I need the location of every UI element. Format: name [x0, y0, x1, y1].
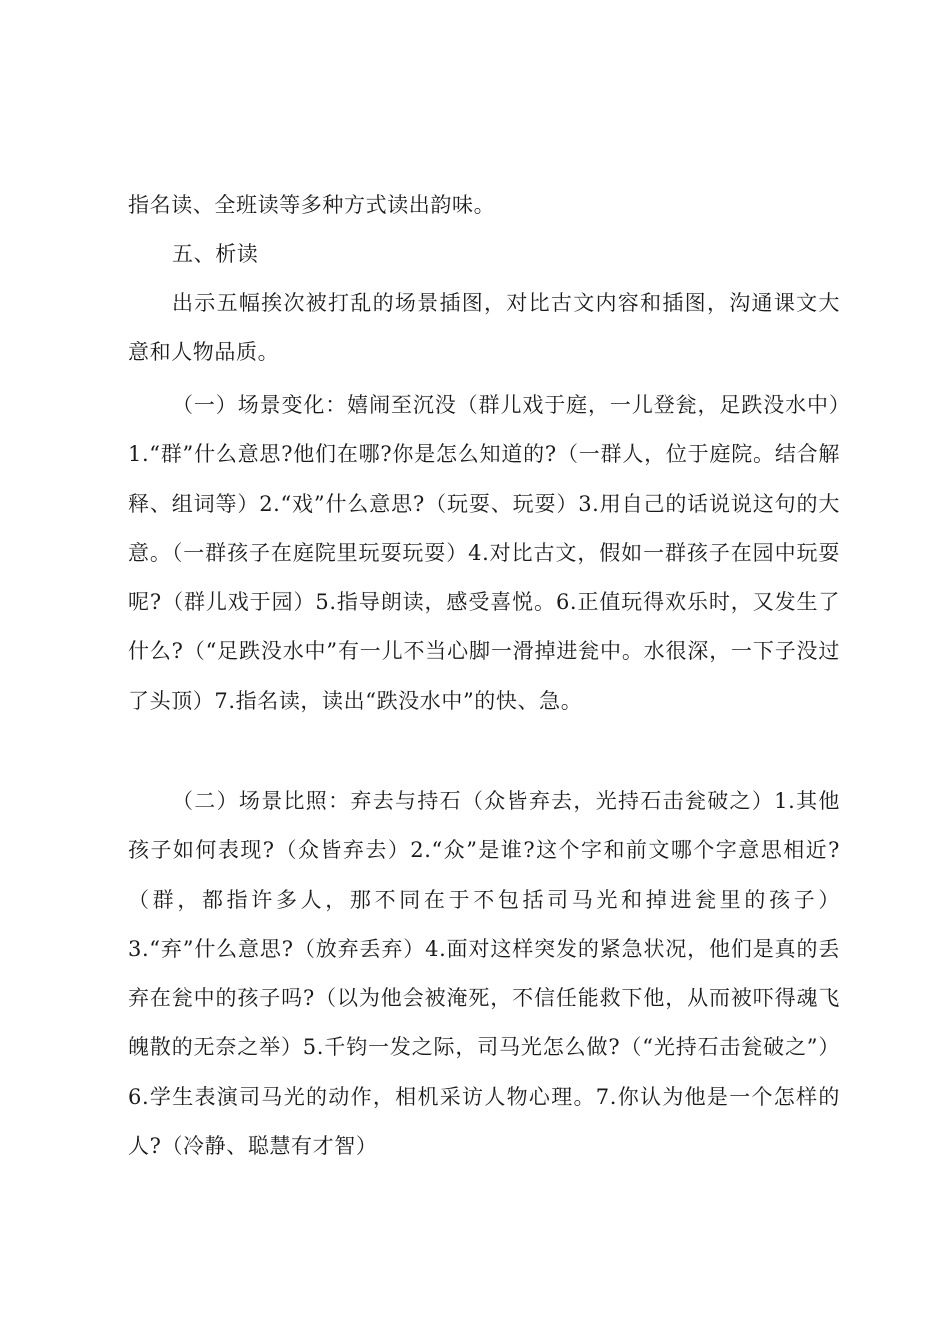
- paragraph-illustrations: 出示五幅挨次被打乱的场景插图，对比古文内容和插图，沟通课文大意和人物品质。: [128, 291, 840, 365]
- section-heading-analysis: 五、析读: [172, 242, 259, 266]
- paragraph-reading-methods: 指名读、全班读等多种方式读出韵味。: [128, 193, 496, 217]
- paragraph-scene-comparison: （二）场景比照：弃去与持石（众皆弃去，光持石击瓮破之）1.其他孩子如何表现?（众皆弃去）2.“众”是谁?这个字和前文哪个字意思相近?（群，都指许多人，那不同在于不包括司马光和掉进瓮里的孩子）3.“弃”什么意思?（放弃丢弃）4.面对这样突发的紧急状况，他们是真的丢弃在瓮中的孩子吗?（以为他会被淹死，不信任能救下他，从而被吓得魂飞魄散的无奈之举）5.千钧一发之际，司马光怎么做?（“光持石击瓮破之”）6.学生表演司马光的动作，相机采访人物心理。7.你认为他是一个怎样的人?（冷静、聪慧有才智）: [128, 789, 840, 1159]
- paragraph-scene-change: （一）场景变化：嬉闹至沉没（群儿戏于庭，一儿登瓮，足跌没水中）1.“群”什么意思?他们在哪?你是怎么知道的?（一群人，位于庭院。结合解释、组词等）2.“戏”什么意思?（玩耍、玩耍）3.用自己的话说说这句的大意。（一群孩子在庭院里玩耍玩耍）4.对比古文，假如一群孩子在园中玩耍呢?（群儿戏于园）5.指导朗读，感受喜悦。6.正值玩得欢乐时，又发生了什么?（“足跌没水中”有一儿不当心脚一滑掉进瓮中。水很深，一下子没过了头顶）7.指名读，读出“跌没水中”的快、急。: [128, 393, 840, 713]
